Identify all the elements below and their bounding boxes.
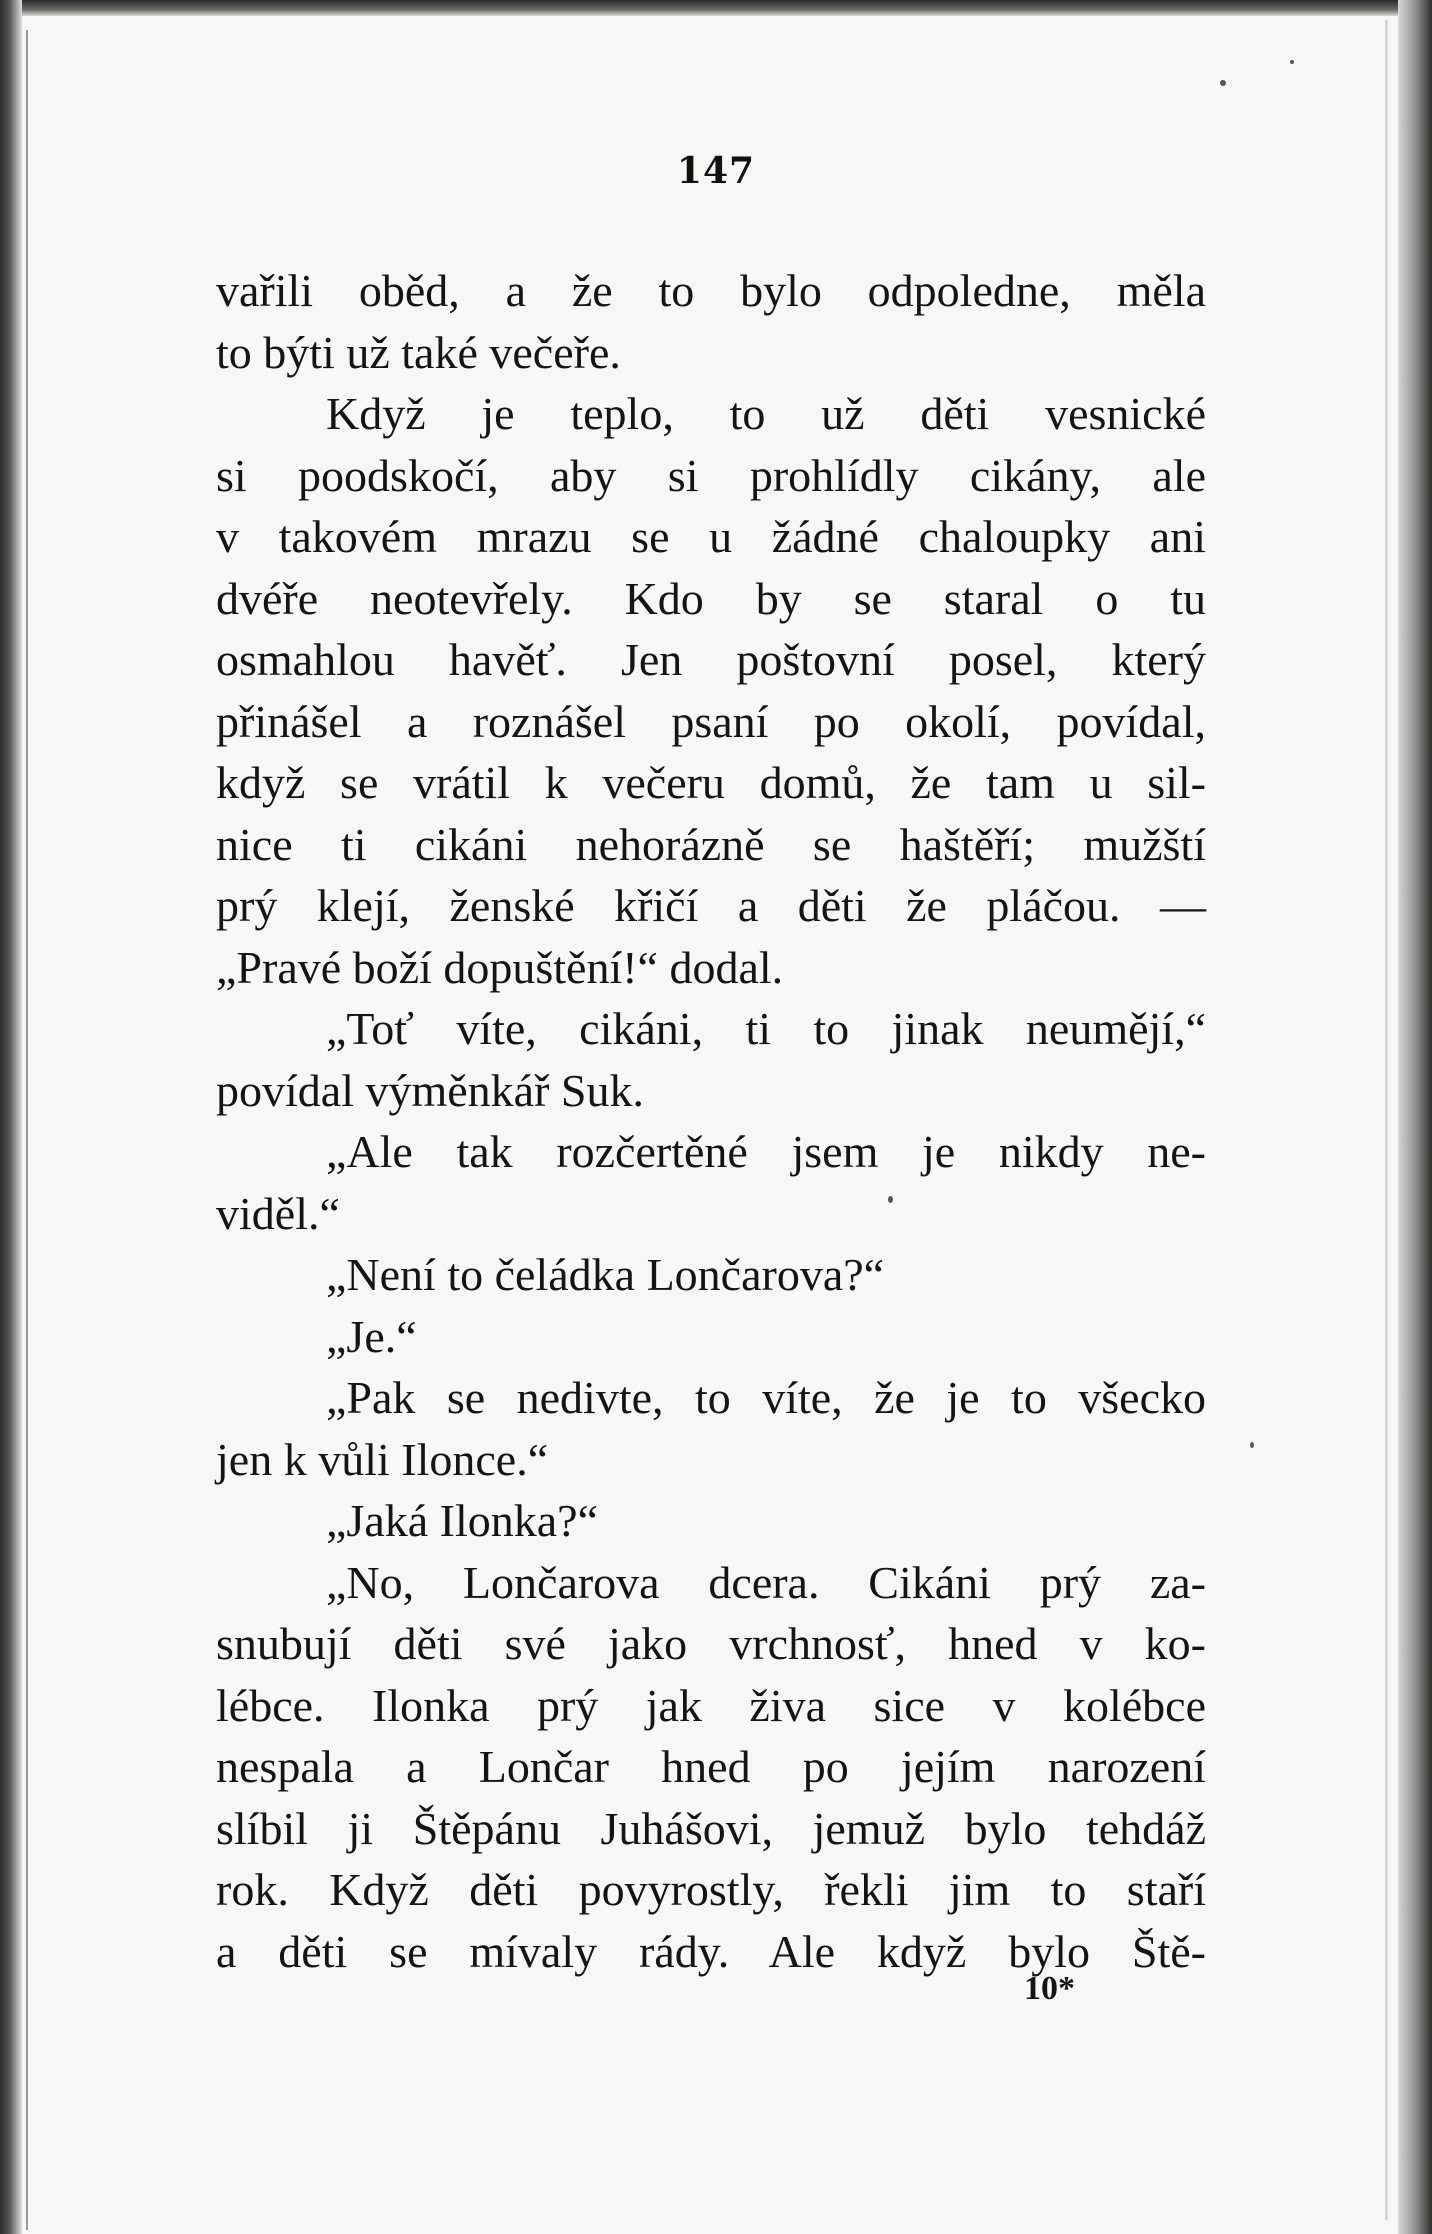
text-line: jen k vůli Iloncе.“ bbox=[216, 1433, 549, 1485]
text-line: v takovém mrazu se u žádné chaloupky ani bbox=[216, 511, 1206, 562]
text-line: prý klejí, ženské křičí a děti že pláčou. — bbox=[216, 880, 1206, 931]
scan-speck bbox=[1250, 1442, 1254, 1448]
text-line: a děti se mívaly rády. Ale když bylo Ště- bbox=[216, 1925, 1206, 1977]
page-fold-line bbox=[1385, 20, 1388, 2220]
page-number: 147 bbox=[676, 150, 756, 192]
text-line: viděl.“ bbox=[216, 1187, 340, 1239]
text-line: rok. Když děti povyrostly, řekli jim to staří bbox=[216, 1864, 1206, 1915]
text-line: vařili oběd, a že to bylo odpoledne, měla bbox=[216, 265, 1206, 316]
text-line: přinášel a roznášel psaní po okolí, povídal, bbox=[216, 695, 1206, 747]
text-line: „Ale tak rozčertěné jsem je nikdy ne- bbox=[326, 1126, 1206, 1177]
scan-speck bbox=[1290, 60, 1294, 64]
text-line: „Toť víte, cikáni, ti to jinak neumějí,“ bbox=[326, 1003, 1206, 1054]
text-line: slíbil ji Štěpánu Juhášovi, jemuž bylo tehdáž bbox=[216, 1802, 1206, 1854]
scan-edge-top bbox=[0, 0, 1432, 16]
text-line: „Pravé boží dopuštění!“ dodal. bbox=[216, 941, 784, 993]
text-line: povídal výměnkář Suk. bbox=[216, 1064, 644, 1116]
text-line: nice ti cikáni nehorázně se haštěří; mužští bbox=[216, 818, 1206, 870]
text-line: to býti už také večeře. bbox=[216, 326, 621, 378]
text-line: Když je teplo, to už děti vesnické bbox=[326, 388, 1206, 439]
text-line: „Pak se nedivte, to víte, že je to všecko bbox=[326, 1372, 1206, 1423]
body-text bbox=[216, 260, 1206, 1982]
text-line: „Není to čeládka Lončarova?“ bbox=[326, 1249, 885, 1300]
signature-mark: 10* bbox=[1024, 1970, 1075, 2007]
text-line: lébce. Ilonka prý jak živa sice v kolébce bbox=[216, 1679, 1206, 1731]
text-line: „Je.“ bbox=[326, 1310, 417, 1362]
text-line: „No, Lončarova dcera. Cikáni prý za- bbox=[326, 1556, 1206, 1608]
text-line: nespala a Lončar hned po jejím narození bbox=[216, 1741, 1206, 1792]
binding-line bbox=[26, 30, 28, 2230]
text-line: osmahlou havěť. Jen poštovní posel, který bbox=[216, 634, 1206, 685]
text-line: snubují děti své jako vrchnosť, hned v ko- bbox=[216, 1618, 1206, 1669]
scan-edge-left bbox=[0, 0, 22, 2234]
scan-speck bbox=[1220, 80, 1226, 86]
text-line: když se vrátil k večeru domů, že tam u sil- bbox=[216, 757, 1206, 808]
text-line: si poodskočí, aby si prohlídly cikány, ale bbox=[216, 449, 1206, 501]
scan-edge-right bbox=[1398, 0, 1432, 2234]
text-line: dvéře neotevřely. Kdo by se staral o tu bbox=[216, 572, 1206, 624]
text-line: „Jaká Ilonka?“ bbox=[326, 1495, 599, 1546]
